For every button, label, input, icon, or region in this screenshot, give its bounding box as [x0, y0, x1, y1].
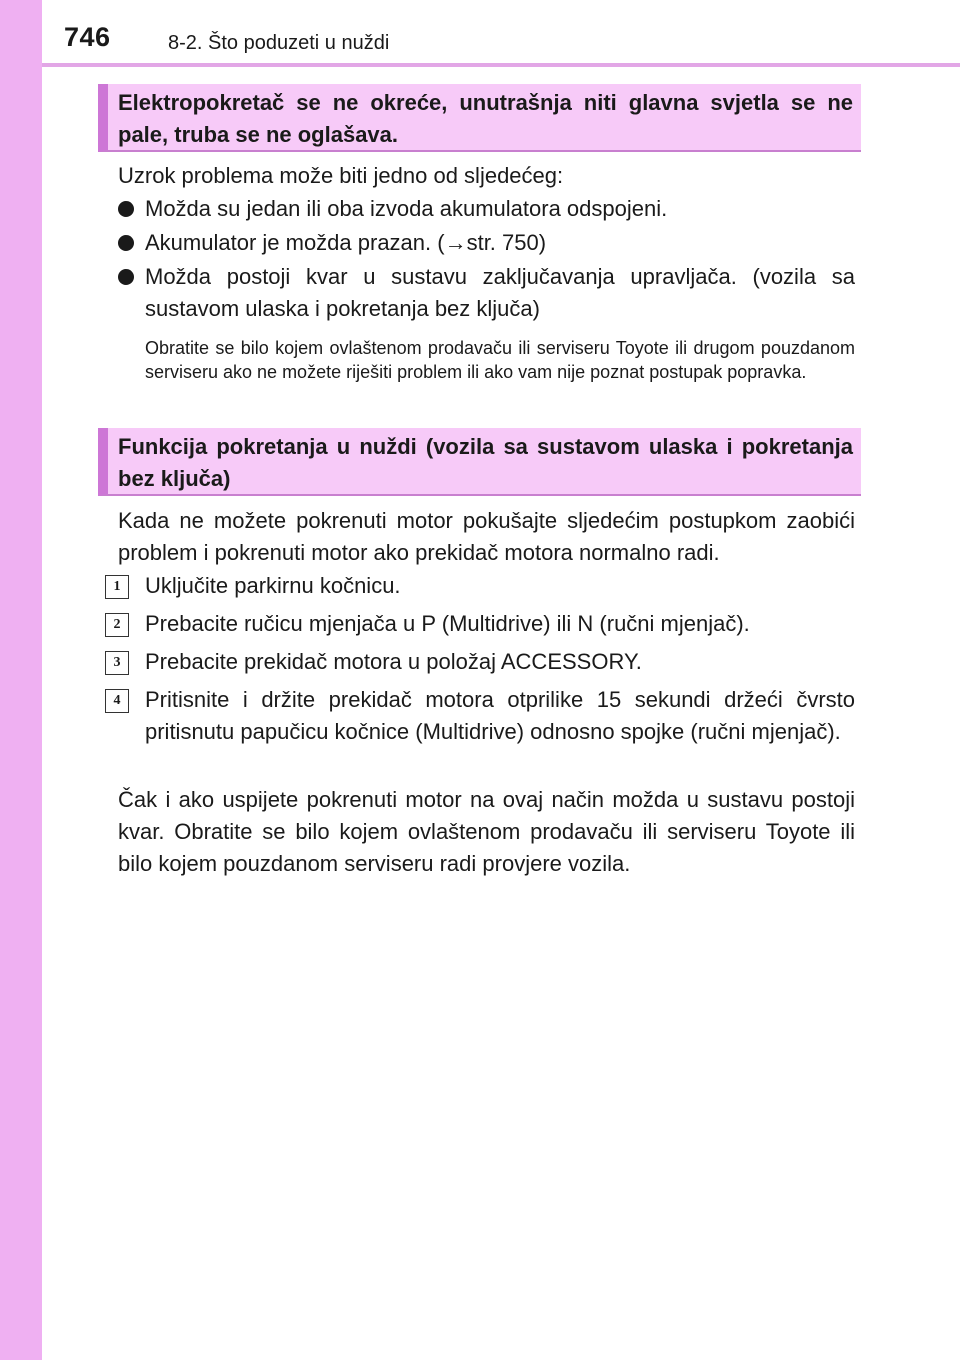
bullet-icon: [118, 269, 134, 285]
page-number: 746: [64, 22, 111, 52]
step-item: 3 Prebacite prekidač motora u položaj ACCESSORY.: [105, 646, 855, 678]
step-number-badge: 2: [105, 613, 129, 637]
bullet-icon: [118, 235, 134, 251]
heading-starter-fault: Elektropokretač se ne okreće, unutrašnja niti glavna svjetla se ne pale, truba se ne oglašava.: [98, 84, 861, 152]
heading-emergency-start: Funkcija pokretanja u nuždi (vozila sa sustavom ulaska i pokretanja bez ključa): [98, 428, 861, 496]
step-item: 1 Uključite parkirnu kočnicu.: [105, 570, 855, 602]
list-item: Možda su jedan ili oba izvoda akumulatora odspojeni.: [118, 193, 855, 225]
cause-intro: Uzrok problema može biti jedno od sljedećeg:: [118, 163, 564, 188]
step-number-badge: 1: [105, 575, 129, 599]
emergency-intro: Kada ne možete pokrenuti motor pokušajte sljedećim postupkom zaobići problem i pokrenuti motor ako prekidač motora normalno radi.: [118, 508, 855, 565]
closing-paragraph: Čak i ako uspijete pokrenuti motor na ovaj način možda u sustavu postoji kvar. Obratite se bilo kojem ovlaštenom prodavaču ili serviseru Toyote ili bilo kojem pouzdanom serviseru radi provjere vozila.: [118, 787, 855, 876]
step-number-badge: 4: [105, 689, 129, 713]
bullet-icon: [118, 201, 134, 217]
side-tab-bar: [0, 0, 42, 1360]
list-item: Akumulator je možda prazan. (→str. 750): [118, 227, 855, 259]
list-item: Možda postoji kvar u sustavu zaključavanja upravljača. (vozila sa sustavom ulaska i pokretanja bez ključa): [118, 261, 855, 325]
section-title: 8-2. Što poduzeti u nuždi: [168, 32, 390, 54]
header-rule: [42, 63, 960, 67]
step-item: 2 Prebacite ručicu mjenjača u P (Multidrive) ili N (ručni mjenjač).: [105, 608, 855, 640]
step-number-badge: 3: [105, 651, 129, 675]
service-note: Obratite se bilo kojem ovlaštenom prodavaču ili serviseru Toyote ili drugom pouzdanom serviseru ako ne možete riješiti problem ili ako vam nije poznat postupak popravka.: [145, 338, 855, 382]
step-item: 4 Pritisnite i držite prekidač motora otprilike 15 sekundi držeći čvrsto pritisnutu papučicu kočnice (Multidrive) odnosno spojke (ručni mjenjač).: [105, 684, 855, 748]
